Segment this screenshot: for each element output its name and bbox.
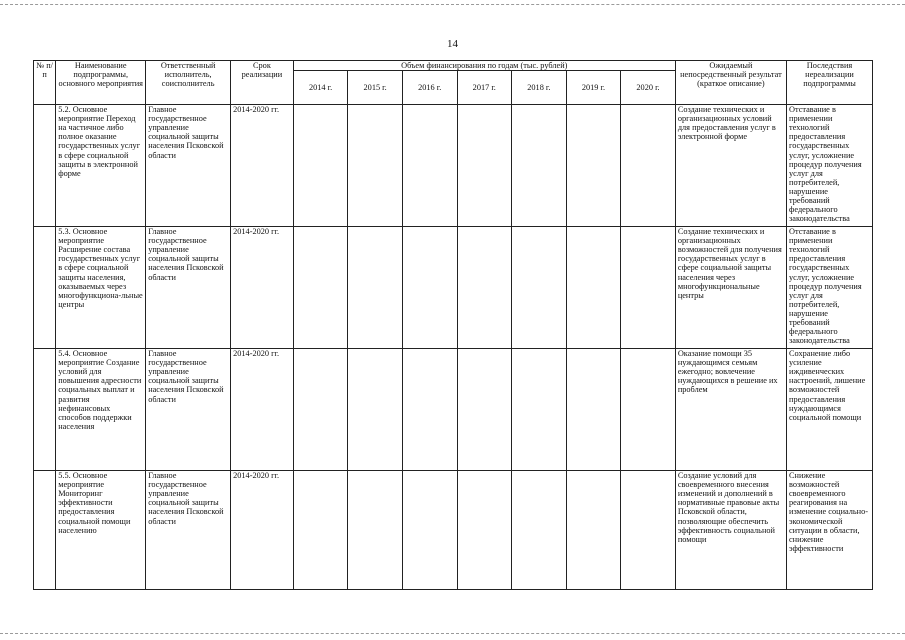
funding-cell	[566, 471, 621, 590]
funding-cell	[457, 471, 512, 590]
funding-cell	[512, 349, 567, 471]
funding-cell	[402, 227, 457, 349]
row-executor: Главное государственное управление социальной защиты населения Псковской области	[146, 471, 231, 590]
header-num: № п/п	[34, 61, 56, 105]
funding-cell	[293, 227, 348, 349]
header-term: Срок реализации	[231, 61, 294, 105]
table-row	[34, 227, 873, 349]
row-activity-name: 5.4. Основное мероприятие Создание условий для повышения адресности социальных выплат и развития нефинансовых способов поддержки населения	[56, 349, 146, 471]
header-consequences: Последствия нереализации подпрограммы	[787, 61, 873, 105]
row-num	[34, 471, 56, 590]
funding-cell	[402, 105, 457, 227]
funding-cell	[402, 349, 457, 471]
row-num	[34, 227, 56, 349]
funding-cell	[348, 349, 403, 471]
row-num	[34, 349, 56, 471]
row-activity-name: 5.2. Основное мероприятие Переход на частичное либо полное оказание государственных услуг в сфере социальной защиты в электронной форме	[56, 105, 146, 227]
header-funding: Объем финансирования по годам (тыс. рублей)	[293, 61, 675, 71]
funding-cell	[348, 471, 403, 590]
row-result: Создание технических и организационных возможностей для получения государственных услуг в сфере социальной защиты населения через многофункциональные центры	[675, 227, 786, 349]
table-row	[34, 471, 873, 590]
funding-cell	[566, 349, 621, 471]
funding-cell	[457, 349, 512, 471]
funding-cell	[457, 105, 512, 227]
funding-cell	[512, 227, 567, 349]
funding-cell	[621, 227, 676, 349]
funding-cell	[621, 471, 676, 590]
funding-cell	[348, 105, 403, 227]
row-term: 2014-2020 гг.	[231, 105, 294, 227]
row-term: 2014-2020 гг.	[231, 471, 294, 590]
row-result: Создание технических и организационных условий для предоставления услуг в электронной форме	[675, 105, 786, 227]
program-activities-table	[33, 60, 873, 590]
header-year: 2014 г.	[293, 71, 348, 105]
page-bottom-edge	[0, 633, 905, 634]
funding-cell	[348, 227, 403, 349]
row-executor: Главное государственное управление социальной защиты населения Псковской области	[146, 105, 231, 227]
row-num	[34, 105, 56, 227]
funding-cell	[512, 105, 567, 227]
header-executor: Ответственный исполнитель, соисполнитель	[146, 61, 231, 105]
header-year: 2015 г.	[348, 71, 403, 105]
row-consequences: Отставание в применении технологий предоставления государственных услуг, усложнение процедур получения услуг для потребителей, нарушение требований федерального законодательства	[787, 105, 873, 227]
row-activity-name: 5.3. Основное мероприятие Расширение состава государственных услуг в сфере социальной защиты населения, оказываемых через многофункциона-льные центры	[56, 227, 146, 349]
header-year: 2020 г.	[621, 71, 676, 105]
funding-cell	[566, 105, 621, 227]
row-result: Создание условий для своевременного внесения изменений и дополнений в нормативные правовые акты Псковской области, позволяющие обеспечить эффективность социальной помощи	[675, 471, 786, 590]
row-term: 2014-2020 гг.	[231, 349, 294, 471]
header-year: 2019 г.	[566, 71, 621, 105]
funding-cell	[621, 349, 676, 471]
row-consequences: Сохранение либо усиление иждивенческих настроений, лишение возможностей предоставления нуждающимся социальной помощи	[787, 349, 873, 471]
funding-cell	[293, 471, 348, 590]
header-year: 2017 г.	[457, 71, 512, 105]
table-row	[34, 349, 873, 471]
funding-cell	[293, 349, 348, 471]
funding-cell	[402, 471, 457, 590]
row-executor: Главное государственное управление социальной защиты населения Псковской области	[146, 349, 231, 471]
row-activity-name: 5.5. Основное мероприятие Мониторинг эффективности предоставления социальной помощи населению	[56, 471, 146, 590]
funding-cell	[566, 227, 621, 349]
row-executor: Главное государственное управление социальной защиты населения Псковской области	[146, 227, 231, 349]
funding-cell	[293, 105, 348, 227]
page-number: 14	[447, 38, 458, 50]
header-year: 2016 г.	[402, 71, 457, 105]
table-row	[34, 105, 873, 227]
funding-cell	[621, 105, 676, 227]
header-name: Наименование подпрограммы, основного мероприятия	[56, 61, 146, 105]
funding-cell	[512, 471, 567, 590]
row-consequences: Снижение возможностей своевременного реагирования на изменение социально-экономической ситуации в области, снижение эффективности	[787, 471, 873, 590]
header-year: 2018 г.	[512, 71, 567, 105]
funding-cell	[457, 227, 512, 349]
page-top-edge	[0, 4, 905, 5]
row-consequences: Отставание в применении технологий предоставления государственных услуг, усложнение процедур получения услуг для потребителей, нарушение требований федерального законодательства	[787, 227, 873, 349]
header-result: Ожидаемый непосредственный результат (краткое описание)	[675, 61, 786, 105]
row-result: Оказание помощи 35 нуждающимся семьям ежегодно; вовлечение нуждающихся в решение их проблем	[675, 349, 786, 471]
row-term: 2014-2020 гг.	[231, 227, 294, 349]
